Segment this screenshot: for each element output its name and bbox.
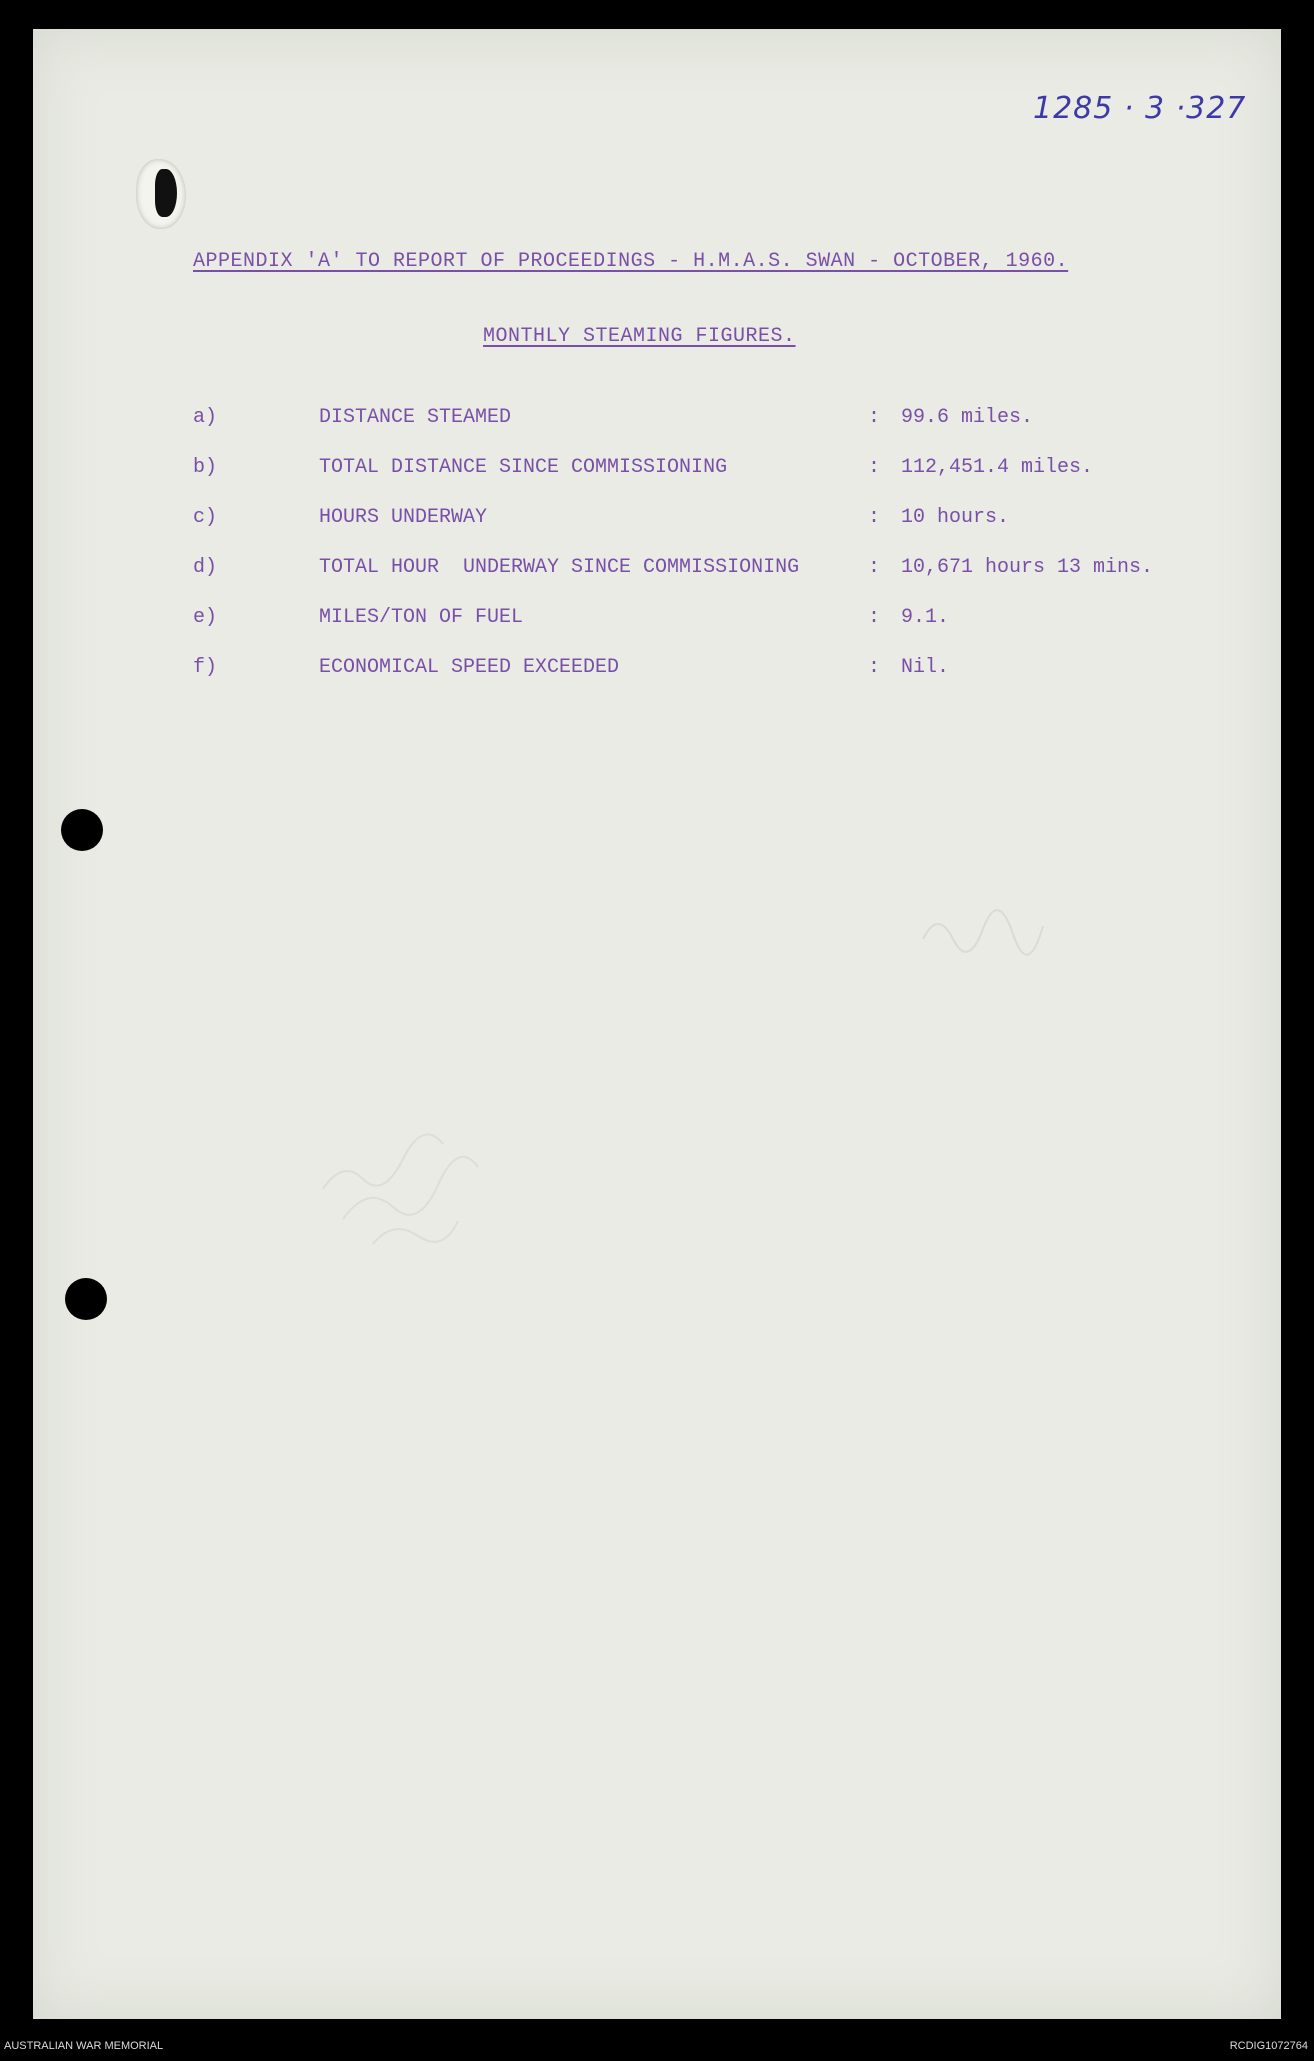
row-label: ECONOMICAL SPEED EXCEEDED	[319, 656, 620, 679]
row-colon: :	[868, 606, 881, 629]
row-value: Nil.	[901, 656, 950, 679]
row-value: 9.1.	[901, 606, 950, 629]
row-label: TOTAL HOUR UNDERWAY SINCE COMMISSIONING	[319, 556, 800, 579]
torn-staple-hole-shadow	[155, 169, 177, 217]
faint-signature-impression	[913, 889, 1073, 969]
row-colon: :	[868, 556, 881, 579]
row-letter: d)	[193, 556, 218, 579]
document-subtitle: MONTHLY STEAMING FIGURES.	[483, 325, 796, 348]
figure-row	[33, 556, 1281, 586]
figure-row	[33, 606, 1281, 636]
punch-hole-top	[61, 809, 103, 851]
row-letter: a)	[193, 406, 218, 429]
row-letter: f)	[193, 656, 218, 679]
row-value: 99.6 miles.	[901, 406, 1034, 429]
figure-row	[33, 406, 1281, 436]
footer-archive-name: AUSTRALIAN WAR MEMORIAL	[4, 2040, 164, 2052]
document-title: APPENDIX 'A' TO REPORT OF PROCEEDINGS - H.M.A.S. SWAN - OCTOBER, 1960.	[193, 250, 1069, 273]
handwritten-reference-number: 1285 · 3 ·327	[1033, 91, 1247, 126]
document-page	[33, 29, 1281, 2019]
row-value: 112,451.4 miles.	[901, 456, 1094, 479]
row-label: DISTANCE STEAMED	[319, 406, 512, 429]
row-colon: :	[868, 456, 881, 479]
row-value: 10 hours.	[901, 506, 1010, 529]
row-label: TOTAL DISTANCE SINCE COMMISSIONING	[319, 456, 728, 479]
row-label: MILES/TON OF FUEL	[319, 606, 524, 629]
row-letter: c)	[193, 506, 218, 529]
row-letter: b)	[193, 456, 218, 479]
figure-row	[33, 506, 1281, 536]
figure-row	[33, 456, 1281, 486]
faint-impression-marks	[303, 1069, 603, 1249]
row-colon: :	[868, 406, 881, 429]
row-colon: :	[868, 506, 881, 529]
row-value: 10,671 hours 13 mins.	[901, 556, 1154, 579]
row-letter: e)	[193, 606, 218, 629]
footer-record-id: RCDIG1072764	[1229, 2040, 1308, 2052]
punch-hole-bottom	[65, 1278, 107, 1320]
figure-row	[33, 656, 1281, 686]
row-label: HOURS UNDERWAY	[319, 506, 488, 529]
row-colon: :	[868, 656, 881, 679]
